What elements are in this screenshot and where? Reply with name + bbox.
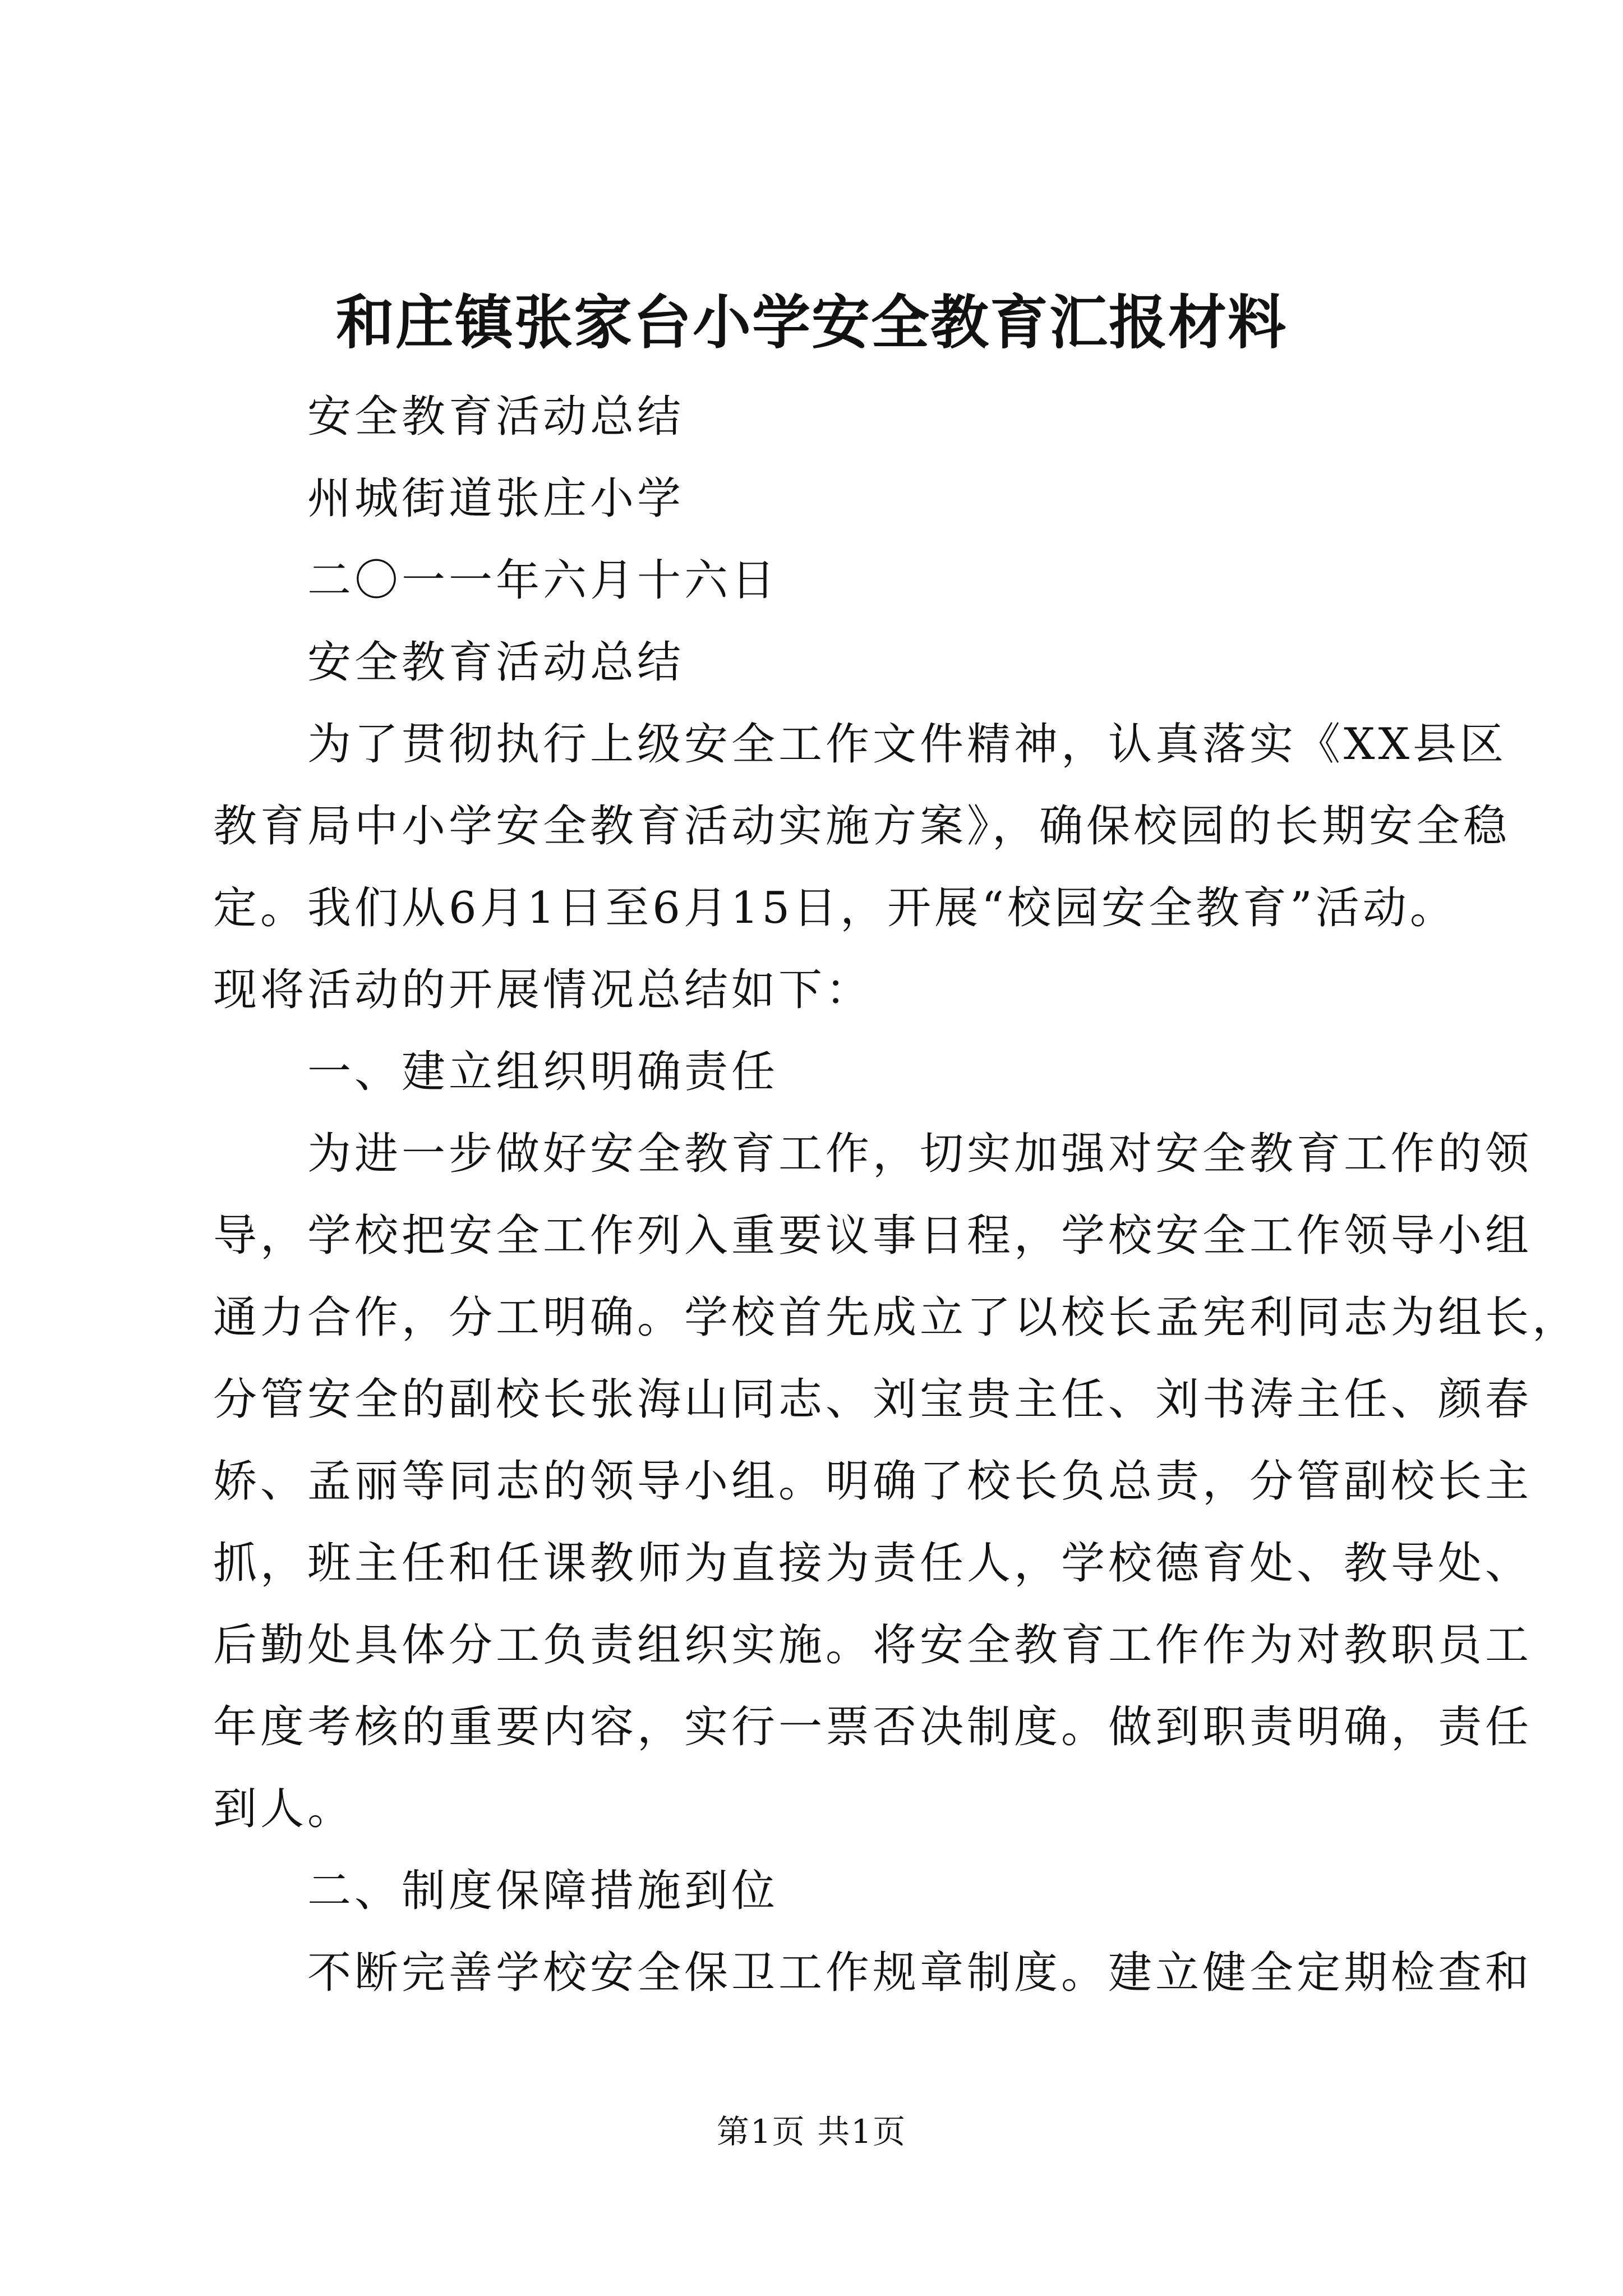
text-line: 安全教育活动总结 [307,392,685,442]
text-line: 州城街道张庄小学 [307,473,685,524]
text-line: 到人。 [213,1784,355,1834]
text-line: 为进一步做好安全教育工作，切实加强对安全教育工作的领 [307,1129,1533,1179]
text-line: 二〇一一年六月十六日 [307,555,779,606]
text-line: 抓，班主任和任课教师为直接为责任人，学校德育处、教导处、 [213,1538,1533,1589]
text-line: 教育局中小学安全教育活动实施方案》，确保校园的长期安全稳 [213,801,1511,852]
text-line: 不断完善学校安全保卫工作规章制度。建立健全定期检查和 [307,1948,1533,1998]
text-line: 现将活动的开展情况总结如下： [213,965,873,1015]
section-heading: 一、建立组织明确责任 [307,1047,779,1097]
page-number-footer: 第1页 共1页 [716,2113,907,2151]
text-line: 分管安全的副校长张海山同志、刘宝贵主任、刘书涛主任、颜春 [213,1374,1533,1425]
document-title: 和庄镇张家台小学安全教育汇报材料 [335,288,1287,357]
document-body [213,376,1580,2014]
text-line: 通力合作，分工明确。学校首先成立了以校长孟宪利同志为组长， [213,1292,1580,1343]
text-line: 年度考核的重要内容，实行一票否决制度。做到职责明确，责任 [213,1702,1533,1752]
text-line: 为了贯彻执行上级安全工作文件精神，认真落实《XX县区 [307,719,1507,770]
section-heading: 二、制度保障措施到位 [307,1866,779,1916]
text-line: 安全教育活动总结 [307,637,685,688]
text-line: 导，学校把安全工作列入重要议事日程，学校安全工作领导小组 [213,1211,1533,1261]
text-line: 娇、孟丽等同志的领导小组。明确了校长负总责，分管副校长主 [213,1456,1533,1507]
text-line: 定。我们从6月1日至6月15日，开展“校园安全教育”活动。 [213,883,1457,933]
text-line: 后勤处具体分工负责组织实施。将安全教育工作作为对教职员工 [213,1620,1533,1671]
